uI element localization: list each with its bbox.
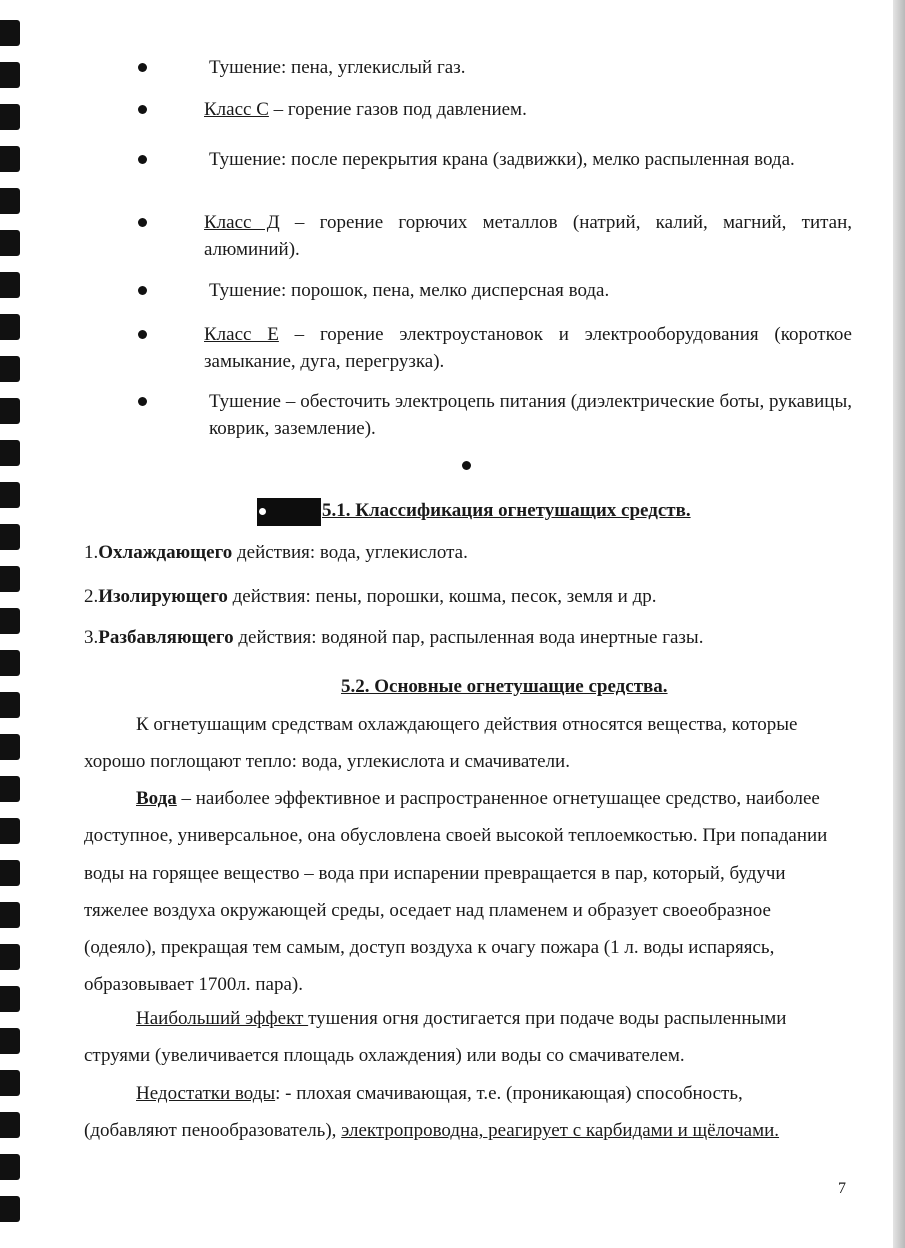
binding-hole [0,524,20,550]
bullet-text: Тушение – обесточить электроцепь питания (диэлектрические боты, рукавицы, коврик, заземление). [209,391,852,439]
binding-hole [0,188,20,214]
list-item [84,627,703,649]
paragraph [84,1000,824,1075]
class-label: Класс Е [204,324,279,345]
binding-hole [0,146,20,172]
paragraph [84,780,839,1004]
paragraph-text: К огнетушащим средствам охлаждающего действия относятся вещества, которые хорошо поглощают тепло: вода, углекислота и смачиватели. [84,714,798,773]
bullet-dot [138,397,147,406]
bullet-dot [138,330,147,339]
binding-hole [0,650,20,676]
binding-hole [0,818,20,844]
binding-hole [0,902,20,928]
bullet-dot [138,105,147,114]
water-term: Вода [136,788,177,809]
class-label: Класс С [204,99,269,120]
item-term: Разбавляющего [98,627,234,648]
binding-hole [0,1154,20,1180]
paragraph-text: : - плохая смачивающая, т.е. (проникающая) способность, (добавляют пенообразователь), [84,1083,743,1142]
bullet-item [204,209,852,263]
bullet-text: Тушение: порошок, пена, мелко дисперсная вода. [209,280,610,301]
binding-hole [0,1196,20,1222]
class-label: Класс Д [204,212,280,233]
drawbacks-term: Недостатки воды [136,1083,276,1104]
bullet-dot [138,218,147,227]
binding-hole [0,314,20,340]
bullet-item [209,54,857,81]
binding-hole [0,440,20,466]
bullet-text: – горение горючих металлов (натрий, калий, магний, титан, алюминий). [204,212,852,260]
item-number: 3. [84,627,99,648]
list-item [84,542,468,564]
binding-hole [0,860,20,886]
bullet-text: – горение газов под давлением. [268,99,527,120]
binding-hole [0,20,20,46]
spiral-binding [0,0,22,1248]
binding-hole [0,62,20,88]
bullet-dot [462,461,471,470]
paragraph [84,706,804,781]
binding-hole [0,356,20,382]
section-heading-5-1: 5.1. Классификация огнетушащих средств. [322,500,691,521]
item-text: действия: пены, порошки, кошма, песок, земля и др. [227,586,657,607]
binding-hole [0,230,20,256]
binding-hole [0,482,20,508]
binding-hole [0,944,20,970]
binding-hole [0,1028,20,1054]
item-text: действия: водяной пар, распыленная вода инертные газы. [233,627,704,648]
page-edge-shadow [893,0,905,1248]
bullet-dot [138,155,147,164]
item-number: 2. [84,586,99,607]
bullet-dot [259,508,266,515]
binding-hole [0,734,20,760]
item-term: Изолирующего [98,586,228,607]
bullet-dot [138,63,147,72]
binding-hole [0,1112,20,1138]
bullet-text: – горение электроустановок и электрооборудования (короткое замыкание, дуга, перегрузка). [204,324,852,372]
binding-hole [0,986,20,1012]
redaction-block [257,498,321,526]
page-number: 7 [838,1180,846,1197]
underlined-text: электропроводна, реагирует с карбидами и щёлочами. [341,1120,780,1142]
bullet-item [204,96,852,123]
binding-hole [0,608,20,634]
binding-hole [0,398,20,424]
bullet-text: Тушение: пена, углекислый газ. [209,57,466,78]
paragraph-text: тушения огня достигается при подаче воды распыленными струями (увеличивается площадь охлаждения) или воды со смачивателем. [84,1008,787,1067]
item-term: Охлаждающего [98,542,233,563]
item-number: 1. [84,542,99,563]
binding-hole [0,104,20,130]
binding-hole [0,776,20,802]
bullet-item [209,277,857,304]
paragraph [84,1075,819,1150]
bullet-item [204,321,852,375]
binding-hole [0,272,20,298]
binding-hole [0,1070,20,1096]
list-item [84,586,657,608]
item-text: действия: вода, углекислота. [232,542,468,563]
bullet-item [209,146,852,173]
bullet-item [209,388,852,442]
emphasis-term: Наибольший эффект [136,1008,309,1029]
section-heading-5-2: 5.2. Основные огнетушащие средства. [341,676,668,697]
binding-hole [0,692,20,718]
bullet-dot [138,286,147,295]
paragraph-text: – наиболее эффективное и распространенное огнетушащее средство, наиболее доступное, универсальное, она обусловлена своей высокой теплоемкостью. При попадании воды на горящее вещество – вода при испарении превращается в пар, который, будучи тяжелее воздуха окружающей среды, оседает над пламенем и образует своеобразное (одеяло), прекращая тем самым, доступ воздуха к очагу пожара (1 л. воды испаряясь, образовывает 1700л. пара). [84,788,828,996]
binding-hole [0,566,20,592]
bullet-text: Тушение: после перекрытия крана (задвижки), мелко распыленная вода. [209,149,795,170]
